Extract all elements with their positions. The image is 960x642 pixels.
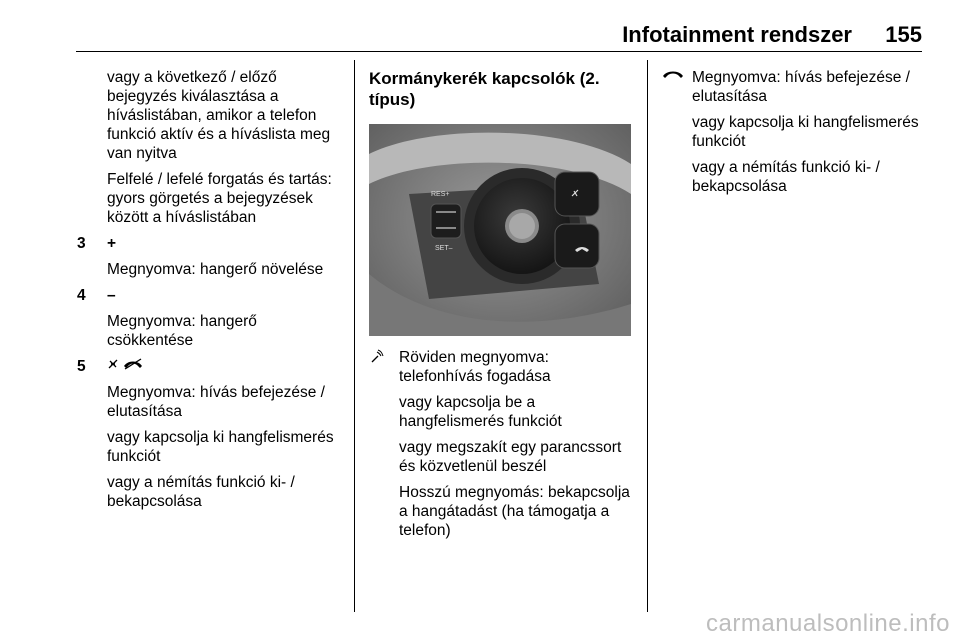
column-3: [662, 68, 924, 210]
item-description: Megnyomva: hangerő csökkentése: [107, 313, 257, 349]
hang-up-icon: [662, 68, 692, 203]
item-description: Megnyomva: hangerő növelése: [107, 261, 324, 278]
item-description: vagy a némítás funkció ki- / bekapcsolása: [107, 474, 295, 510]
item-description: vagy a némítás funkció ki- / bekapcsolása: [692, 159, 880, 195]
item-label: –: [107, 287, 116, 304]
header-rule: [76, 51, 922, 52]
column-1: [77, 68, 339, 518]
paragraph: vagy a következő / előző bejegyzés kiválasztása a híváslistában, amikor a telefon funkció aktív és a híváslista meg van nyitva: [107, 69, 331, 162]
list-item-3: [77, 234, 339, 253]
voice-call-icon: [369, 348, 399, 547]
item-number: 3: [77, 235, 86, 252]
item-description: Hosszú megnyomás: bekapcsolja a hangátadást (ha támogatja a telefon): [399, 484, 630, 539]
item-description: vagy kapcsolja be a hangfelismerés funkciót: [399, 394, 562, 430]
set-label: SET–: [435, 245, 453, 252]
steering-wheel-photo: [369, 124, 631, 336]
item-description: vagy kapcsolja ki hangfelismerés funkciót: [692, 114, 919, 150]
watermark: carmanualsonline.info: [706, 610, 950, 637]
list-item-hangup: [662, 68, 924, 203]
item-description: Megnyomva: hívás befejezése / elutasítása: [107, 384, 325, 420]
column-2: [369, 68, 634, 547]
page-number: 155: [885, 22, 922, 47]
mute-hangup-icon: [107, 357, 151, 376]
item-number: 5: [77, 358, 86, 375]
page-header: [76, 22, 922, 50]
item-description: vagy kapcsolja ki hangfelismerés funkciót: [107, 429, 334, 465]
paragraph: Felfelé / lefelé forgatás és tartás: gyors görgetés a bejegyzések között a híváslistában: [107, 171, 332, 226]
list-item-voice: [369, 348, 634, 547]
item-description: vagy megszakít egy parancssort és közvetlenül beszél: [399, 439, 622, 475]
column-divider-1: [354, 60, 355, 612]
column-divider-2: [647, 60, 648, 612]
res-label: RES+: [431, 191, 450, 198]
item-label: +: [107, 235, 117, 252]
section-title: Infotainment rendszer: [622, 22, 852, 47]
item-description: Röviden megnyomva: telefonhívás fogadása: [399, 349, 551, 385]
section-heading: Kormánykerék kapcsolók (2. típus): [369, 69, 600, 109]
list-item-4: [77, 286, 339, 305]
item-description: Megnyomva: hívás befejezése / elutasítása: [692, 69, 910, 105]
item-number: 4: [77, 287, 86, 304]
list-item-5: [77, 357, 339, 376]
